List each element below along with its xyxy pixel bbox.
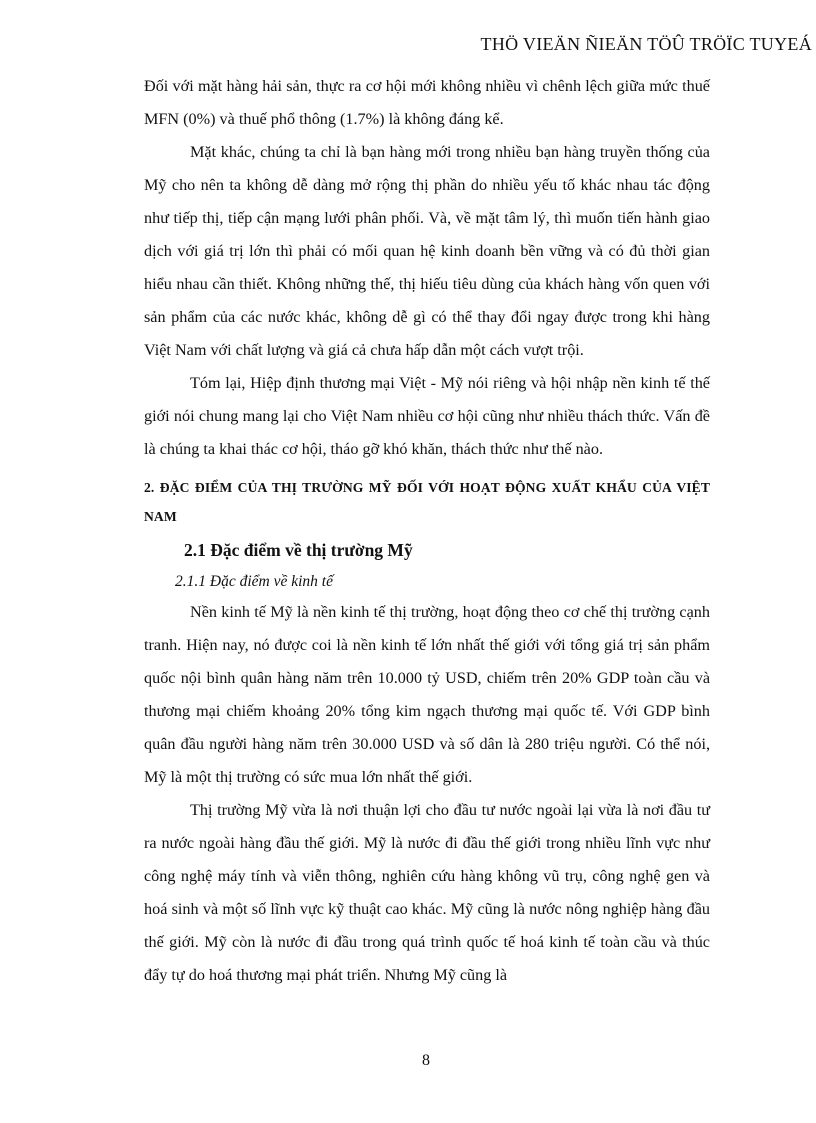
subsubsection-heading: 2.1.1 Đặc điểm về kinh tế xyxy=(175,573,333,590)
paragraph-us-economy: Nền kinh tế Mỹ là nền kinh tế thị trường, hoạt động theo cơ chế thị trường cạnh tranh. Hiện nay, nó được coi là nền kinh tế lớn nhất thế giới với tổng giá trị sản phẩm quốc nội bình quân hàng năm trên 10.000 tỷ USD, chiếm trên 20% GDP toàn cầu và thương mại chiếm khoảng 20% tổng kim ngạch thương mại quốc tế. Với GDP bình quân đầu người hàng năm trên 30.000 USD và số dân là 280 triệu người. Có thể nói, Mỹ là một thị trường có sức mua lớn nhất thế giới. xyxy=(144,603,710,786)
section-heading: 2. ĐẶC ĐIỂM CỦA THỊ TRƯỜNG MỸ ĐỐI VỚI HOẠT ĐỘNG XUẤT KHẨU CỦA VIỆT NAM xyxy=(144,480,710,524)
paragraph-summary: Tóm lại, Hiệp định thương mại Việt - Mỹ nói riêng và hội nhập nền kinh tế thế giới nói chung mang lại cho Việt Nam nhiều cơ hội cũng như nhiều thách thức. Vấn đề là chúng ta khai thác cơ hội, tháo gỡ khó khăn, thách thức như thế nào. xyxy=(144,374,710,458)
paragraph-us-investment: Thị trường Mỹ vừa là nơi thuận lợi cho đầu tư nước ngoài lại vừa là nơi đầu tư ra nước ngoài hàng đầu thế giới. Mỹ là nước đi đầu thế giới trong nhiều lĩnh vực như công nghệ máy tính và viễn thông, nghiên cứu hàng không vũ trụ, công nghệ gen và hoá sinh và một số lĩnh vực kỹ thuật cao khác. Mỹ cũng là nước nông nghiệp hàng đầu thế giới. Mỹ còn là nước đi đầu trong quá trình quốc tế hoá kinh tế toàn cầu và thúc đẩy tự do hoá thương mại phát triển. Nhưng Mỹ cũng là xyxy=(144,801,710,984)
page-number: 8 xyxy=(422,1052,430,1069)
document-body xyxy=(144,70,710,992)
paragraph-seafood: Đối với mặt hàng hải sản, thực ra cơ hội mới không nhiều vì chênh lệch giữa mức thuế MFN (0%) và thuế phổ thông (1.7%) là không đáng kể. xyxy=(144,77,710,128)
page-header: THÖ VIEÄN ÑIEÄN TÖÛ TRÖÏC TUYEÁ xyxy=(480,34,812,54)
subsection-heading: 2.1 Đặc điểm về thị trường Mỹ xyxy=(184,540,413,560)
paragraph-new-partner: Mặt khác, chúng ta chỉ là bạn hàng mới trong nhiều bạn hàng truyền thống của Mỹ cho nên ta không dễ dàng mở rộng thị phần do nhiều yếu tố khác nhau tác động như tiếp thị, tiếp cận mạng lưới phân phối. Và, về mặt tâm lý, thì muốn tiến hành giao dịch với giá trị lớn thì phải có mối quan hệ kinh doanh bền vững và có đủ thời gian hiểu nhau cần thiết. Không những thế, thị hiếu tiêu dùng của khách hàng vốn quen với sản phẩm của các nước khác, không dễ gì có thể thay đổi ngay được trong khi hàng Việt Nam với chất lượng và giá cả chưa hấp dẫn một cách vượt trội. xyxy=(144,143,710,359)
